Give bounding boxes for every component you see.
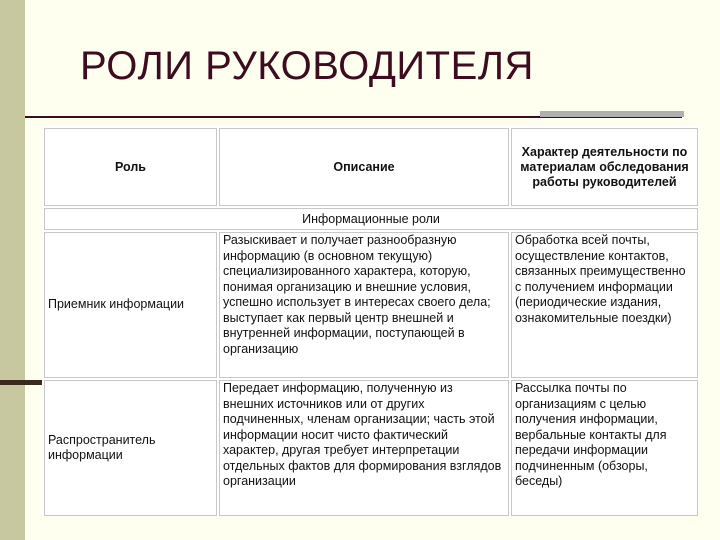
- table-row: [44, 380, 698, 516]
- header-activity: Характер деятельности по материалам обследования работы руководителей: [511, 128, 698, 206]
- left-accent-bar: [0, 380, 44, 385]
- section-row: [44, 208, 698, 230]
- activity-cell: Рассылка почты по организациям с целью получения информации, вербальные контакты для передачи информации подчиненным (обзоры, беседы): [511, 380, 698, 516]
- roles-table-container: [42, 126, 698, 516]
- slide-title: РОЛИ РУКОВОДИТЕЛЯ: [80, 44, 534, 88]
- role-cell: Приемник информации: [44, 232, 217, 378]
- title-underline-accent: [540, 111, 684, 117]
- roles-table: [42, 126, 698, 516]
- activity-cell: Обработка всей почты, осуществление контактов, связанных преимущественно с получением информации (периодические издания, ознакомительные поездки): [511, 232, 698, 378]
- section-label: Информационные роли: [44, 208, 698, 230]
- header-role: Роль: [44, 128, 217, 206]
- table-header-row: [44, 128, 698, 206]
- role-cell: Распространитель информации: [44, 380, 217, 516]
- left-decorative-band: [0, 0, 25, 540]
- table-row: [44, 232, 698, 378]
- description-cell: Передает информацию, полученную из внешних источников или от других подчиненных, членам организации; часть этой информации носит чисто фактический характер, другая требует интерпретации отдельных фактов для формирования взглядов организации: [219, 380, 509, 516]
- header-description: Описание: [219, 128, 509, 206]
- description-cell: Разыскивает и получает разнообразную информацию (в основном текущую) специализированного характера, которую, понимая организацию и внешние условия, успешно использует в интересах своего дела; выступает как первый центр внешней и внутренней информации, поступающей в организацию: [219, 232, 509, 378]
